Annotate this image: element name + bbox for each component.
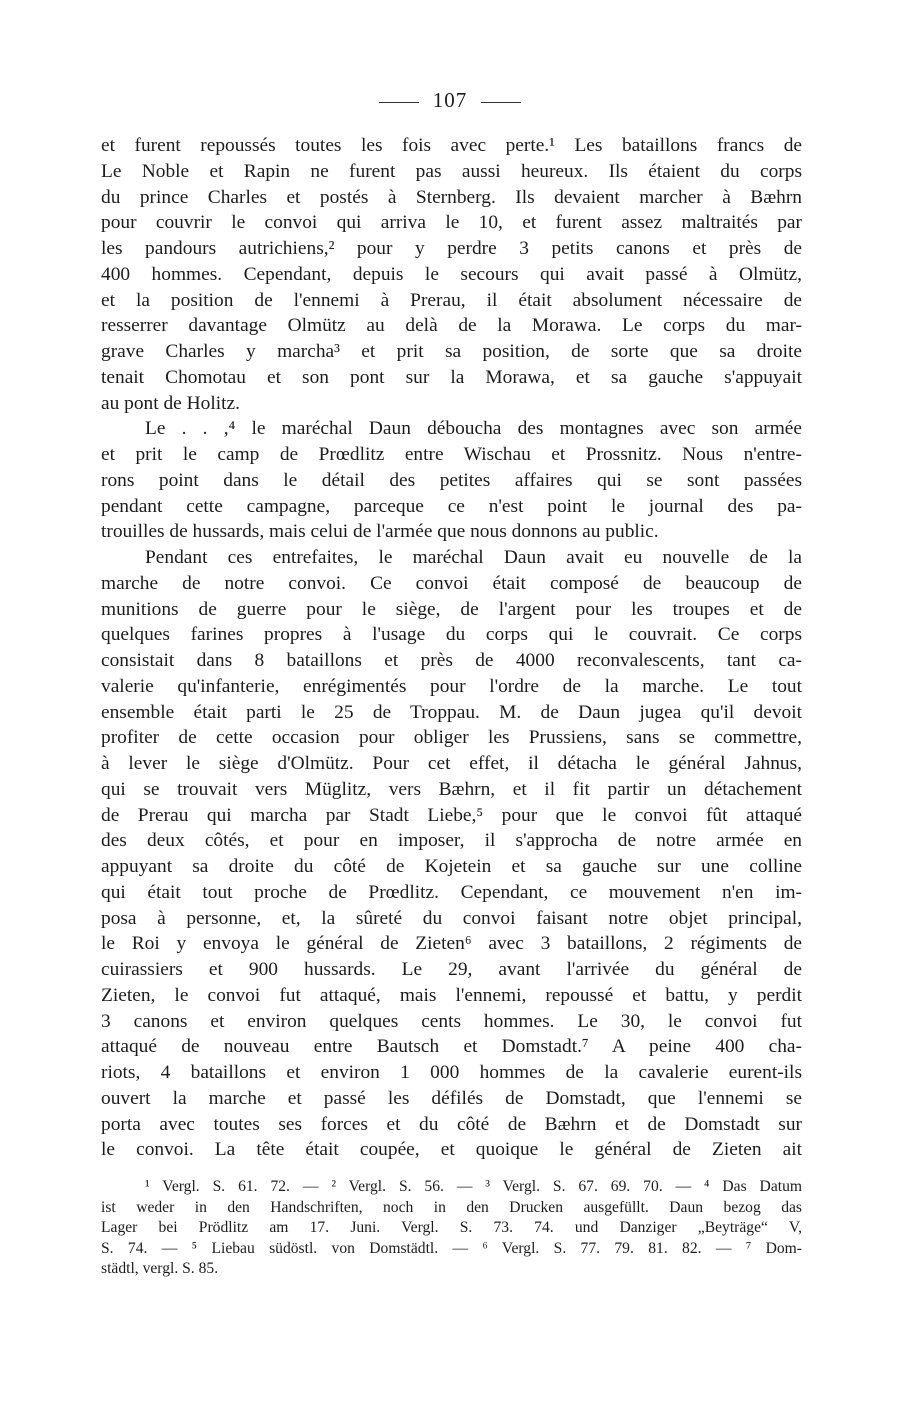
footnotes: [101, 1177, 802, 1280]
text-line: les pandours autrichiens,² pour y perdre 3 petits canons et près de: [101, 238, 802, 259]
text-line: Le Noble et Rapin ne furent pas aussi heureux. Ils étaient du corps: [101, 160, 802, 182]
footnote-line: Lager bei Prödlitz am 17. Juni. Vergl. S. 73. 74. und Danziger „Beyträge“ V,: [101, 1219, 802, 1237]
text-line: tenait Chomotau et son pont sur la Morawa, et sa gauche s'appuyait: [101, 366, 802, 388]
page-number-value: 107: [432, 88, 468, 112]
text-line: et la position de l'ennemi à Prerau, il était absolument nécessaire de: [101, 289, 802, 311]
text-line: le Roi y envoya le général de Zieten⁶ avec 3 bataillons, 2 régiments de: [101, 933, 802, 955]
text-line: Le . . ,⁴ le maréchal Daun déboucha des montagnes avec son armée: [145, 418, 802, 440]
text-line: profiter de cette occasion pour obliger les Prussiens, sans se commettre,: [101, 727, 802, 749]
text-line: et prit le camp de Prœdlitz entre Wischau et Prossnitz. Nous n'entre-: [101, 444, 802, 465]
text-line: ouvert la marche et passé les défilés de Domstadt, que l'ennemi se: [101, 1087, 802, 1109]
footnote-line: ¹ Vergl. S. 61. 72. — ² Vergl. S. 56. — ³ Vergl. S. 67. 69. 70. — ⁴ Das Datum: [145, 1178, 802, 1195]
text-line: 3 canons et environ quelques cents hommes. Le 30, le convoi fut: [101, 1010, 802, 1032]
footnote-line: städtl, vergl. S. 85.: [101, 1260, 219, 1278]
page-number-left-dash: [379, 102, 419, 103]
text-line: pendant cette campagne, parceque ce n'est point le journal des pa-: [101, 495, 802, 517]
text-line: Zieten, le convoi fut attaqué, mais l'ennemi, repoussé et battu, y perdit: [101, 984, 802, 1006]
text-line: marche de notre convoi. Ce convoi était composé de beaucoup de: [101, 572, 802, 594]
text-line: quelques farines propres à l'usage du corps qui le couvrait. Ce corps: [101, 624, 802, 646]
text-line: consistait dans 8 bataillons et près de 4000 reconvalescents, tant ca-: [101, 650, 802, 671]
text-line: trouilles de hussards, mais celui de l'armée que nous donnons au public.: [101, 521, 659, 543]
text-line: qui se trouvait vers Müglitz, vers Bæhrn, et il fit partir un détachement: [101, 778, 802, 800]
text-line: riots, 4 bataillons et environ 1 000 hommes de la cavalerie eurent-ils: [101, 1062, 802, 1083]
text-line: valerie qu'infanterie, enrégimentés pour l'ordre de la marche. Le tout: [101, 675, 802, 697]
text-line: porta avec toutes ses forces et du côté de Bæhrn et de Domstadt sur: [101, 1113, 802, 1135]
text-line: du prince Charles et postés à Sternberg. Ils devaient marcher à Bæhrn: [101, 186, 802, 208]
page-number: [0, 88, 900, 113]
text-line: Pendant ces entrefaites, le maréchal Daun avait eu nouvelle de la: [145, 547, 802, 568]
text-line: de Prerau qui marcha par Stadt Liebe,⁵ pour que le convoi fût attaqué: [101, 804, 802, 826]
text-line: grave Charles y marcha³ et prit sa position, de sorte que sa droite: [101, 341, 802, 362]
text-line: au pont de Holitz.: [101, 392, 240, 414]
footnote-line: ist weder in den Handschriften, noch in den Drucken ausgefüllt. Daun bezog das: [101, 1198, 802, 1216]
body-text: [101, 133, 802, 1163]
text-line: munitions de guerre pour le siège, de l'argent pour les troupes et de: [101, 598, 802, 620]
text-line: appuyant sa droite du côté de Kojetein et sa gauche sur une colline: [101, 856, 802, 877]
text-line: resserrer davantage Olmütz au delà de la Morawa. Le corps du mar-: [101, 315, 802, 337]
text-line: pour couvrir le convoi qui arriva le 10, et furent assez maltraités par: [101, 212, 802, 234]
page-number-right-dash: [481, 102, 521, 103]
text-line: et furent repoussés toutes les fois avec perte.¹ Les bataillons francs de: [101, 135, 802, 156]
text-line: attaqué de nouveau entre Bautsch et Domstadt.⁷ A peine 400 cha-: [101, 1036, 802, 1058]
text-line: 400 hommes. Cependant, depuis le secours qui avait passé à Olmütz,: [101, 263, 802, 285]
text-line: des deux côtés, et pour en imposer, il s'approcha de notre armée en: [101, 830, 802, 852]
text-line: rons point dans le détail des petites affaires qui se sont passées: [101, 469, 802, 491]
text-line: qui était tout proche de Prœdlitz. Cependant, ce mouvement n'en im-: [101, 881, 802, 903]
footnote-line: S. 74. — ⁵ Liebau südöstl. von Domstädtl. — ⁶ Vergl. S. 77. 79. 81. 82. — ⁷ Dom-: [101, 1239, 802, 1257]
text-line: ensemble était parti le 25 de Troppau. M. de Daun jugea qu'il devoit: [101, 701, 802, 723]
text-line: cuirassiers et 900 hussards. Le 29, avant l'arrivée du général de: [101, 959, 802, 980]
text-line: posa à personne, et, la sûreté du convoi faisant notre objet principal,: [101, 907, 802, 929]
text-line: le convoi. La tête était coupée, et quoique le général de Zieten ait: [101, 1139, 802, 1161]
text-line: à lever le siège d'Olmütz. Pour cet effet, il détacha le général Jahnus,: [101, 753, 802, 774]
